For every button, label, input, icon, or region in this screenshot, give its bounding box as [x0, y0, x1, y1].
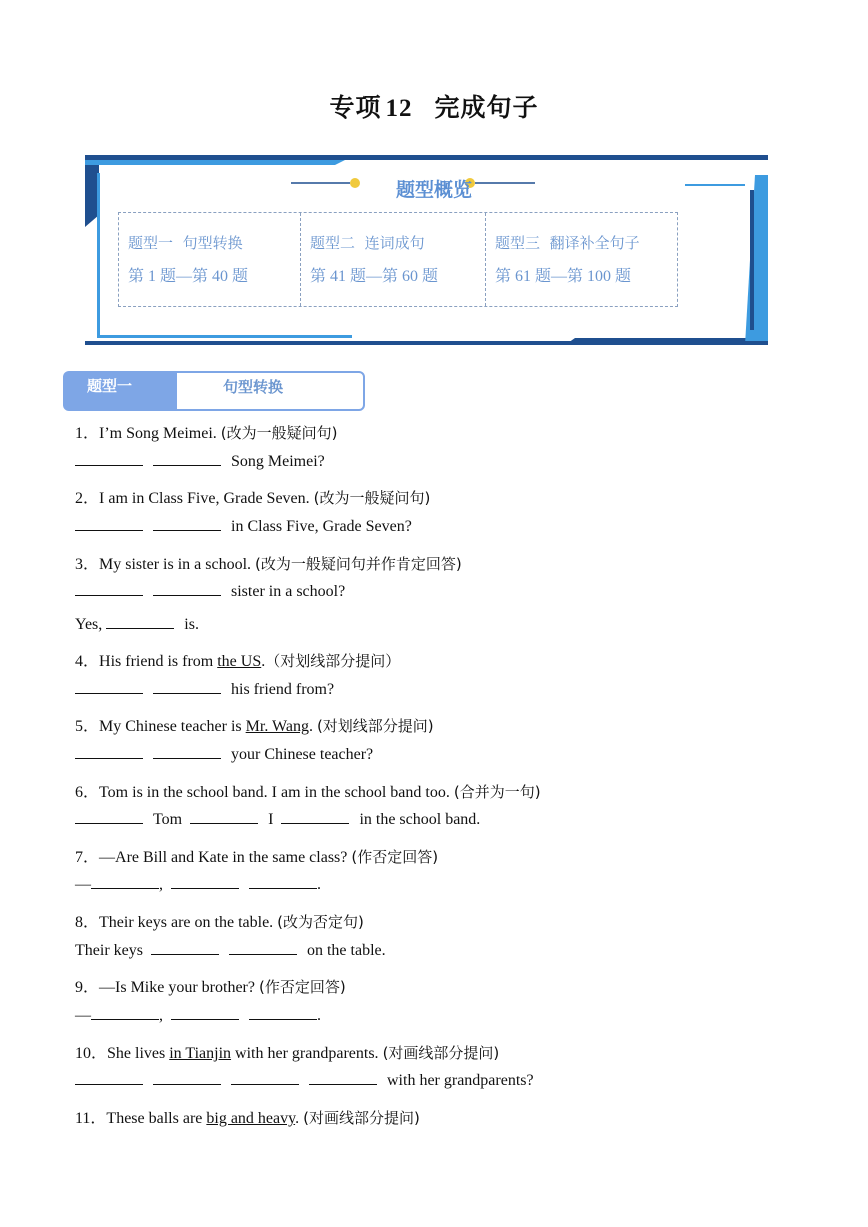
- question-text: My Chinese teacher is: [99, 718, 246, 735]
- question-4: [75, 648, 400, 671]
- overview-label: 题型二: [310, 234, 356, 252]
- question-10: [75, 1040, 499, 1063]
- answer-blank[interactable]: [75, 1083, 143, 1085]
- overview-label: 题型三: [495, 234, 541, 252]
- question-1: [75, 420, 338, 443]
- title-text: 完成句子: [434, 93, 539, 122]
- punctuation: .: [317, 1007, 321, 1024]
- underlined-text: the US: [217, 653, 262, 670]
- question-text: My sister is in a school.: [99, 556, 256, 573]
- answer-text: Tom: [153, 811, 183, 828]
- question-number: 10．: [75, 1045, 108, 1062]
- answer-line-8: [75, 942, 386, 960]
- answer-line-5: [75, 746, 373, 764]
- question-text: His friend is from: [99, 653, 218, 670]
- answer-line-2: [75, 518, 412, 536]
- question-instruction: (对画线部分提问): [382, 1044, 500, 1062]
- question-text: Their keys are on the table.: [99, 914, 278, 931]
- answer-dash: —: [75, 1007, 91, 1024]
- question-text: .: [261, 653, 266, 670]
- underlined-text: in Tianjin: [169, 1045, 232, 1062]
- question-number: 8．: [75, 914, 100, 931]
- section-label: 题型一: [87, 377, 133, 395]
- question-7: [75, 844, 438, 867]
- question-number: 9．: [75, 979, 100, 996]
- answer-text: in the school band.: [359, 811, 481, 828]
- answer-blank[interactable]: [106, 627, 174, 629]
- question-number: 3．: [75, 556, 100, 573]
- question-text: .: [308, 718, 317, 735]
- underlined-text: big and heavy: [206, 1110, 296, 1127]
- question-instruction: (改为否定句): [277, 913, 364, 931]
- question-instruction: （对划线部分提问）: [265, 652, 401, 670]
- answer-blank[interactable]: [91, 1018, 159, 1020]
- answer-blank[interactable]: [249, 887, 317, 889]
- question-2: [75, 485, 430, 508]
- question-5: [75, 713, 434, 736]
- overview-name: 翻译补全句子: [549, 234, 640, 252]
- answer-text: in Class Five, Grade Seven?: [231, 518, 412, 535]
- question-number: 4．: [75, 653, 100, 670]
- question-text: .: [295, 1110, 304, 1127]
- question-11: [75, 1105, 420, 1128]
- answer-blank[interactable]: [171, 887, 239, 889]
- question-number: 2．: [75, 490, 100, 507]
- answer-line-6: [75, 811, 480, 829]
- answer-text: I: [268, 811, 274, 828]
- answer-blank[interactable]: [75, 692, 143, 694]
- question-8: [75, 909, 364, 932]
- question-number: 1．: [75, 425, 100, 442]
- question-instruction: (作否定回答): [351, 848, 439, 866]
- answer-text: Song Meimei?: [231, 453, 325, 470]
- answer-blank[interactable]: [151, 953, 219, 955]
- answer-line-1: [75, 453, 325, 471]
- answer-blank[interactable]: [229, 953, 297, 955]
- question-text: —Are Bill and Kate in the same class?: [99, 849, 352, 866]
- answer-text: on the table.: [306, 942, 386, 959]
- section-tab: [63, 371, 363, 411]
- punctuation: ,: [159, 1007, 163, 1024]
- question-text: I am in Class Five, Grade Seven.: [99, 490, 314, 507]
- answer-blank[interactable]: [281, 822, 349, 824]
- question-instruction: (作否定回答): [258, 978, 346, 996]
- underlined-text: Mr. Wang: [245, 718, 309, 735]
- answer-blank[interactable]: [153, 1083, 221, 1085]
- answer-text: your Chinese teacher?: [231, 746, 374, 763]
- answer-text: sister in a school?: [231, 583, 346, 600]
- overview-cell-1: [119, 213, 301, 306]
- answer-line-10: [75, 1072, 534, 1090]
- answer-blank[interactable]: [75, 757, 143, 759]
- question-text: with her grandparents.: [231, 1045, 383, 1062]
- answer-line-3b: [75, 616, 199, 634]
- page-title: [0, 88, 868, 124]
- overview-cell-2: [301, 213, 486, 306]
- overview-range: 第 41 题—第 60 题: [310, 268, 439, 285]
- answer-blank[interactable]: [153, 529, 221, 531]
- question-text: I’m Song Meimei.: [99, 425, 221, 442]
- punctuation: .: [317, 876, 321, 893]
- question-text: These balls are: [106, 1110, 207, 1127]
- question-text: Tom is in the school band. I am in the school band too.: [99, 784, 454, 801]
- answer-blank[interactable]: [75, 529, 143, 531]
- question-instruction: (对画线部分提问): [303, 1109, 420, 1127]
- answer-blank[interactable]: [91, 887, 159, 889]
- answer-text: with her grandparents?: [387, 1072, 534, 1089]
- punctuation: ,: [159, 876, 163, 893]
- answer-blank[interactable]: [75, 464, 143, 466]
- answer-text: is.: [184, 616, 199, 633]
- question-number: 11．: [75, 1110, 107, 1127]
- question-instruction: (改为一般疑问句): [220, 424, 338, 442]
- answer-blank[interactable]: [153, 692, 221, 694]
- overview-title: 题型概览: [395, 179, 472, 201]
- answer-text: Yes,: [75, 616, 107, 633]
- section-name: 句型转换: [223, 378, 284, 396]
- answer-blank[interactable]: [190, 822, 258, 824]
- overview-cell-3: [486, 213, 677, 306]
- question-text: She lives: [107, 1045, 170, 1062]
- question-number: 6．: [75, 784, 100, 801]
- answer-blank[interactable]: [309, 1083, 377, 1085]
- answer-line-7: [75, 876, 321, 894]
- answer-blank[interactable]: [153, 464, 221, 466]
- overview-range: 第 61 题—第 100 题: [495, 268, 632, 285]
- answer-blank[interactable]: [75, 822, 143, 824]
- question-3: [75, 551, 462, 574]
- answer-blank[interactable]: [231, 1083, 299, 1085]
- title-number: 12: [385, 95, 413, 122]
- answer-blank[interactable]: [171, 1018, 239, 1020]
- answer-blank[interactable]: [153, 594, 221, 596]
- question-instruction: (对划线部分提问): [316, 717, 434, 735]
- answer-dash: —: [75, 876, 91, 893]
- overview-name: 连词成句: [364, 234, 425, 252]
- title-prefix: 专项: [329, 93, 382, 122]
- overview-label: 题型一: [128, 234, 174, 252]
- answer-blank[interactable]: [75, 594, 143, 596]
- overview-name: 句型转换: [182, 234, 243, 252]
- answer-text: his friend from?: [231, 681, 335, 698]
- answer-blank[interactable]: [249, 1018, 317, 1020]
- question-instruction: (合并为一句): [453, 783, 541, 801]
- question-9: [75, 974, 346, 997]
- answer-line-3: [75, 583, 345, 601]
- question-6: [75, 779, 541, 802]
- question-number: 5．: [75, 718, 100, 735]
- question-text: —Is Mike your brother?: [99, 979, 259, 996]
- answer-line-9: [75, 1007, 321, 1025]
- question-instruction: (改为一般疑问句并作肯定回答): [255, 555, 462, 573]
- question-instruction: (改为一般疑问句): [313, 489, 431, 507]
- answer-text: Their keys: [75, 942, 143, 959]
- answer-line-4: [75, 681, 334, 699]
- answer-blank[interactable]: [153, 757, 221, 759]
- overview-range: 第 1 题—第 40 题: [128, 268, 249, 285]
- question-number: 7．: [75, 849, 100, 866]
- overview-grid: [118, 212, 678, 307]
